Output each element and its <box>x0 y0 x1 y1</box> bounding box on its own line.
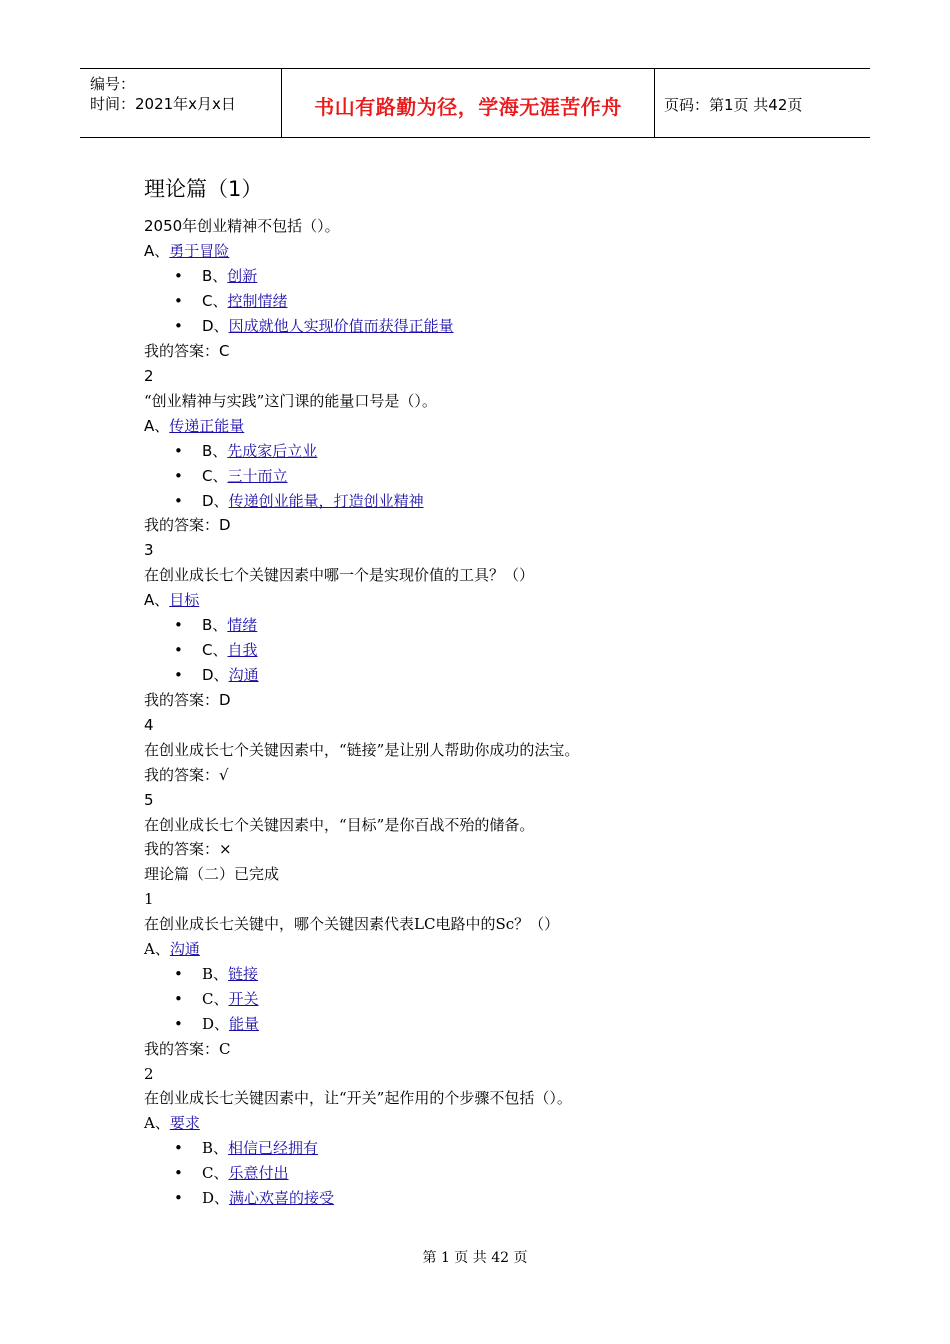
section-2-question-1-option-a <box>144 939 200 959</box>
option-c-link[interactable]: 自我 <box>227 641 258 659</box>
bullet: • <box>174 292 183 310</box>
option-prefix: C、 <box>202 1164 229 1182</box>
question-1-answer: 我的答案：C <box>144 342 230 360</box>
question-3-answer: 我的答案：D <box>144 691 231 709</box>
option-prefix: C、 <box>202 467 228 485</box>
question-3-option-d <box>174 665 259 685</box>
page-label: 页码：第1页 共42页 <box>664 96 803 114</box>
option-prefix: D、 <box>202 1015 230 1033</box>
question-4-number: 4 <box>144 716 154 734</box>
option-b-link[interactable]: 先成家后立业 <box>227 442 318 460</box>
section-2-heading: 理论篇（二）已完成 <box>144 865 280 883</box>
option-prefix: B、 <box>202 1139 229 1157</box>
option-prefix: C、 <box>202 292 228 310</box>
question-5-answer: 我的答案：× <box>144 840 232 858</box>
option-prefix: B、 <box>202 965 229 983</box>
header-left-cell <box>80 69 280 137</box>
option-prefix: A、 <box>144 940 170 958</box>
option-prefix: C、 <box>202 641 228 659</box>
option-b-link[interactable]: 创新 <box>227 267 258 285</box>
question-1-option-d <box>174 316 454 336</box>
bullet: • <box>174 492 183 510</box>
option-c-link[interactable]: 乐意付出 <box>228 1164 289 1182</box>
question-5-number: 5 <box>144 791 154 809</box>
option-prefix: B、 <box>202 442 228 460</box>
question-2-option-a <box>144 416 244 436</box>
option-prefix: A、 <box>144 1114 170 1132</box>
option-d-link[interactable]: 传递创业能量，打造创业精神 <box>228 492 424 510</box>
bullet: • <box>174 1015 183 1033</box>
motto-text: 书山有路勤为径，学海无涯苦作舟 <box>314 95 622 119</box>
option-prefix: A、 <box>144 417 170 435</box>
bullet: • <box>174 317 183 335</box>
section-2-question-2-option-a <box>144 1113 200 1133</box>
bullet: • <box>174 641 183 659</box>
option-c-link[interactable]: 控制情绪 <box>227 292 288 310</box>
section-title: 理论篇（1） <box>144 177 263 201</box>
bullet: • <box>174 442 183 460</box>
header-page-cell <box>654 69 870 137</box>
option-d-link[interactable]: 因成就他人实现价值而获得正能量 <box>228 317 454 335</box>
date-label: 时间：2021年x月x日 <box>90 95 236 113</box>
bullet: • <box>174 1189 183 1207</box>
option-prefix: D、 <box>202 492 229 510</box>
option-prefix: D、 <box>202 1189 230 1207</box>
section-2-question-1-option-c <box>174 989 259 1009</box>
question-3-option-b <box>174 615 257 635</box>
question-2-option-b <box>174 441 317 461</box>
bullet: • <box>174 1164 183 1182</box>
option-a-link[interactable]: 勇于冒险 <box>169 242 230 260</box>
option-a-link[interactable]: 要求 <box>169 1114 200 1132</box>
question-3-text: 在创业成长七个关键因素中哪一个是实现价值的工具？（） <box>144 566 535 584</box>
bullet: • <box>174 1139 183 1157</box>
option-c-link[interactable]: 开关 <box>228 990 259 1008</box>
question-3-option-a <box>144 590 199 610</box>
section-2-question-2-text: 在创业成长七关键因素中，让“开关”起作用的个步骤不包括（）。 <box>144 1089 572 1107</box>
page-footer: 第 1 页 共 42 页 <box>422 1250 528 1266</box>
option-b-link[interactable]: 相信已经拥有 <box>228 1139 319 1157</box>
section-2-question-1-answer: 我的答案：C <box>144 1040 231 1058</box>
option-prefix: B、 <box>202 616 228 634</box>
section-2-question-1-number: 1 <box>144 890 154 908</box>
option-prefix: D、 <box>202 317 229 335</box>
option-prefix: A、 <box>144 242 170 260</box>
section-2-question-2-option-c <box>174 1163 289 1183</box>
bullet: • <box>174 965 183 983</box>
option-prefix: B、 <box>202 267 228 285</box>
section-2-question-2-option-d <box>174 1188 334 1208</box>
option-d-link[interactable]: 满心欢喜的接受 <box>229 1189 335 1207</box>
question-2-option-d <box>174 491 424 511</box>
bullet: • <box>174 267 183 285</box>
bullet: • <box>174 990 183 1008</box>
question-4-answer: 我的答案：√ <box>144 766 229 784</box>
question-2-text: “创业精神与实践”这门课的能量口号是（）。 <box>144 392 437 410</box>
bullet: • <box>174 616 183 634</box>
option-d-link[interactable]: 能量 <box>229 1015 260 1033</box>
section-2-question-2-option-b <box>174 1138 318 1158</box>
option-prefix: C、 <box>202 990 229 1008</box>
question-3-number: 3 <box>144 541 154 559</box>
question-1-option-c <box>174 291 288 311</box>
option-a-link[interactable]: 传递正能量 <box>169 417 245 435</box>
number-label: 编号： <box>90 75 136 93</box>
section-2-question-1-option-d <box>174 1014 259 1034</box>
question-1-option-a <box>144 241 229 261</box>
bullet: • <box>174 467 183 485</box>
page-header <box>80 68 870 138</box>
option-a-link[interactable]: 沟通 <box>169 940 200 958</box>
option-prefix: D、 <box>202 666 229 684</box>
option-d-link[interactable]: 沟通 <box>228 666 259 684</box>
option-b-link[interactable]: 链接 <box>228 965 259 983</box>
question-2-number: 2 <box>144 367 154 385</box>
bullet: • <box>174 666 183 684</box>
option-prefix: A、 <box>144 591 170 609</box>
question-4-text: 在创业成长七个关键因素中，“链接”是让别人帮助你成功的法宝。 <box>144 741 580 759</box>
header-motto-cell <box>281 69 655 137</box>
question-1-text: 2050年创业精神不包括（）。 <box>144 217 340 235</box>
question-2-answer: 我的答案：D <box>144 516 231 534</box>
question-5-text: 在创业成长七个关键因素中，“目标”是你百战不殆的储备。 <box>144 816 535 834</box>
section-2-question-1-text: 在创业成长七关键中，哪个关键因素代表LC电路中的Sc？（） <box>144 915 560 933</box>
option-c-link[interactable]: 三十而立 <box>227 467 288 485</box>
question-1-option-b <box>174 266 257 286</box>
section-2-question-1-option-b <box>174 964 258 984</box>
question-2-option-c <box>174 466 288 486</box>
option-b-link[interactable]: 情绪 <box>227 616 258 634</box>
section-2-question-2-number: 2 <box>144 1065 154 1083</box>
question-3-option-c <box>174 640 258 660</box>
option-a-link[interactable]: 目标 <box>169 591 200 609</box>
